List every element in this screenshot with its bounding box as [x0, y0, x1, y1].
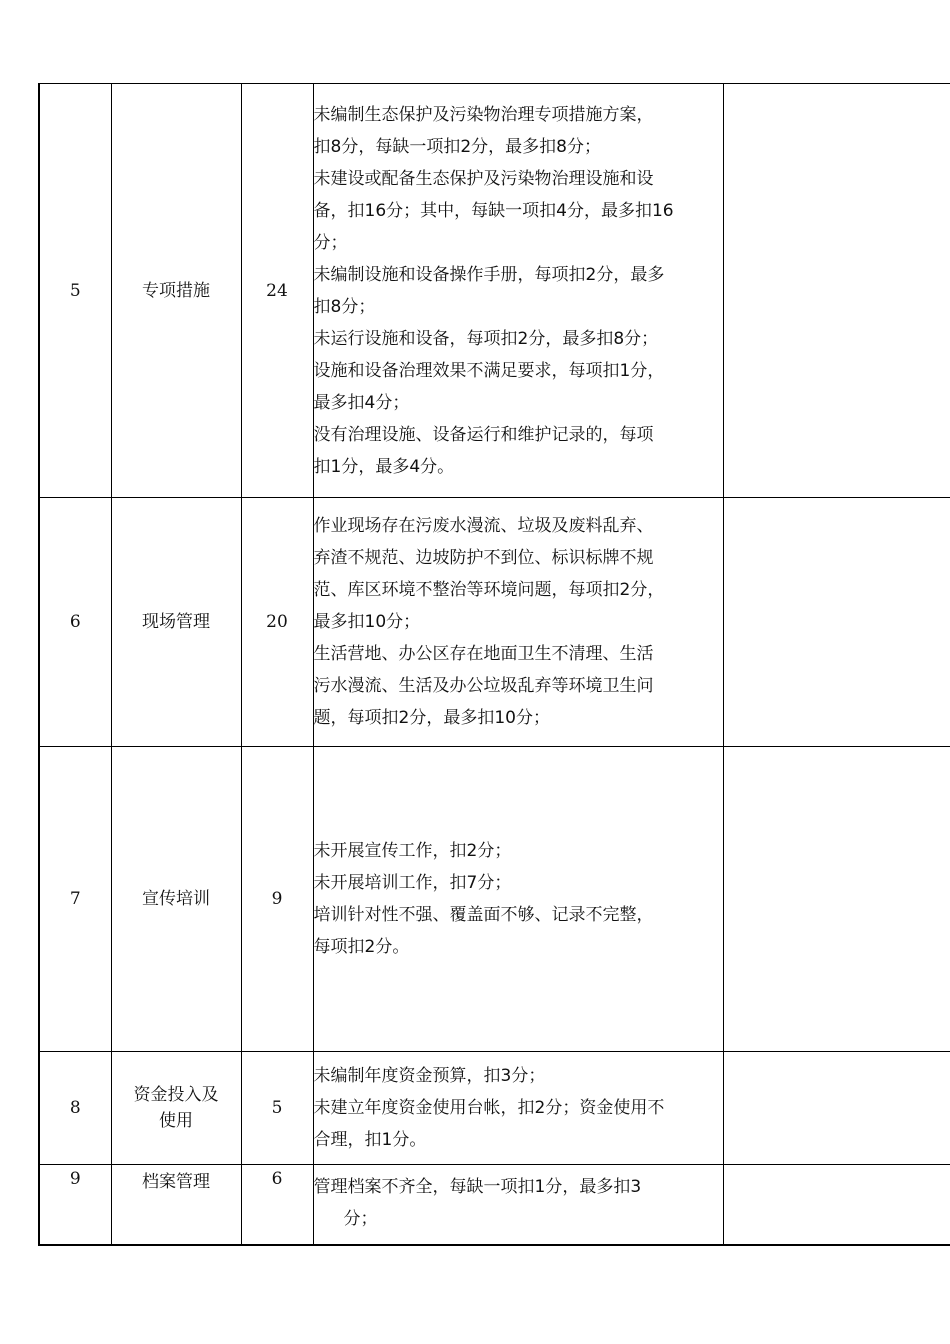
- criteria-line: 没有治理设施、设备运行和维护记录的，每项: [313, 424, 654, 445]
- criteria-line: 生活营地、办公区存在地面卫生不清理、生活: [313, 644, 654, 664]
- criteria-line: 未建立年度资金使用台帐，扣2分；资金使用不: [313, 1098, 665, 1118]
- criteria-line: 未编制年度资金预算，扣3分；: [313, 1066, 546, 1086]
- criteria-line: 未建设或配备生态保护及污染物治理设施和设: [313, 168, 654, 189]
- table-row: [39, 84, 950, 498]
- scoring-criteria: [313, 1052, 723, 1165]
- item-score: 5: [241, 1052, 313, 1165]
- item-score: 20: [241, 498, 313, 747]
- item-name: [111, 1052, 241, 1165]
- row-number: 9: [39, 1165, 111, 1245]
- criteria-line: 范、库区环境不整治等环境问题，每项扣2分，: [313, 580, 665, 600]
- table-row: [39, 747, 950, 1052]
- item-name: 现场管理: [111, 498, 241, 747]
- row-number: 7: [39, 747, 111, 1052]
- criteria-line: 未编制设施和设备操作手册，每项扣2分，最多: [313, 264, 665, 285]
- criteria-line: 合理，扣1分。: [313, 1130, 427, 1150]
- scoring-criteria: [313, 747, 723, 1052]
- table-row: [39, 498, 950, 747]
- table-row: [39, 1052, 950, 1165]
- criteria-line: 题，每项扣2分，最多扣10分；: [313, 708, 550, 728]
- scoring-criteria: [313, 84, 723, 498]
- remark-cell: [723, 1052, 950, 1165]
- criteria-line: 作业现场存在污废水漫流、垃圾及废料乱弃、: [313, 516, 654, 536]
- criteria-line: 备，扣16分；其中，每缺一项扣4分，最多扣16: [313, 200, 674, 221]
- item-name: 专项措施: [111, 84, 241, 498]
- row-number: 5: [39, 84, 111, 498]
- criteria-line: 管理档案不齐全，每缺一项扣1分，最多扣3: [313, 1177, 642, 1197]
- remark-cell: [723, 747, 950, 1052]
- criteria-line: 设施和设备治理效果不满足要求，每项扣1分，: [313, 360, 665, 381]
- item-name: 档案管理: [111, 1165, 241, 1245]
- row-number: 6: [39, 498, 111, 747]
- criteria-line: 最多扣10分；: [313, 612, 421, 632]
- criteria-line: 扣8分；: [313, 296, 376, 317]
- criteria-line: 最多扣4分；: [313, 392, 410, 413]
- scoring-table: [38, 83, 950, 1246]
- criteria-line: 每项扣2分。: [313, 937, 410, 957]
- remark-cell: [723, 498, 950, 747]
- item-score: 6: [241, 1165, 313, 1245]
- row-number: 8: [39, 1052, 111, 1165]
- criteria-line: 分；: [313, 232, 348, 253]
- item-score: 9: [241, 747, 313, 1052]
- criteria-line: 弃渣不规范、边坡防护不到位、标识标牌不规: [313, 548, 654, 568]
- criteria-line: 未运行设施和设备，每项扣2分，最多扣8分；: [313, 328, 659, 349]
- criteria-line: 扣1分，最多4分。: [313, 456, 455, 477]
- remark-cell: [723, 84, 950, 498]
- scoring-criteria: [313, 498, 723, 747]
- criteria-line: 培训针对性不强、覆盖面不够、记录不完整，: [313, 905, 654, 925]
- item-name: 宣传培训: [111, 747, 241, 1052]
- criteria-line: 分；: [343, 1209, 378, 1229]
- item-name-line: 资金投入及: [133, 1085, 219, 1105]
- item-name-line: 使用: [159, 1111, 193, 1131]
- criteria-line: 污水漫流、生活及办公垃圾乱弃等环境卫生问: [313, 676, 654, 696]
- criteria-line: 未开展培训工作，扣7分；: [313, 873, 512, 893]
- scoring-criteria: [313, 1165, 723, 1245]
- table-row: [39, 1165, 950, 1245]
- remark-cell: [723, 1165, 950, 1245]
- criteria-line: 未编制生态保护及污染物治理专项措施方案，: [313, 104, 654, 125]
- item-score: 24: [241, 84, 313, 498]
- criteria-line: 未开展宣传工作，扣2分；: [313, 841, 512, 861]
- criteria-line: 扣8分，每缺一项扣2分，最多扣8分；: [313, 136, 601, 157]
